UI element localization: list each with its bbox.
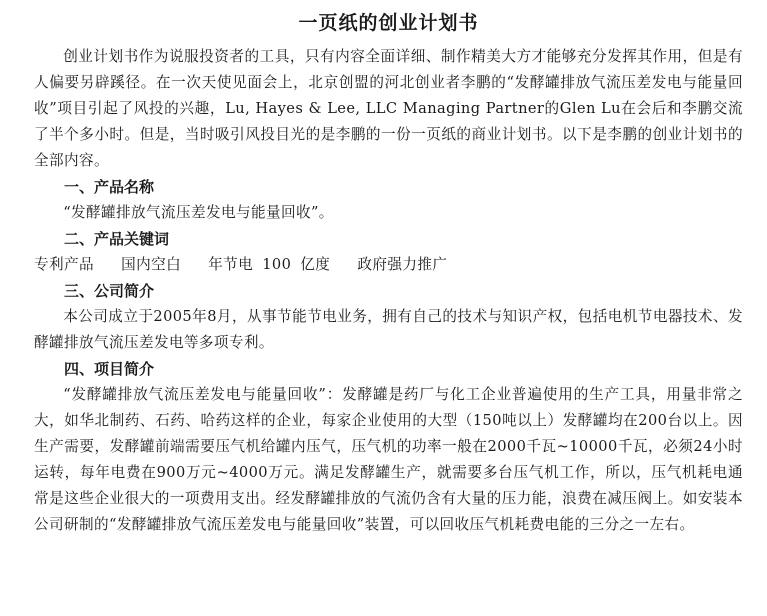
section-heading-product-name: 一、产品名称 bbox=[64, 178, 155, 196]
section-body-keywords: 专利产品 国内空白 年节电 100 亿度 政府强力推广 bbox=[34, 256, 448, 273]
intro-paragraph: 创业计划书作为说服投资者的工具，只有内容全面详细、制作精美大方才能够充分发挥其作用，但是有人偏要另辟蹊径。在一次天使见面会上，北京创盟的河北创业者李鹏的“发酵罐排放气流压差发电与能量回收”项目引起了风投的兴趣，Lu, Hayes & Lee, LLC Managing Partner的Glen Lu在会后和李鹏交流了半个多小时。但是，当时吸引风投目光的是李鹏的一份一页纸的商业计划书。以下是李鹏的创业计划书的全部内容。 bbox=[34, 48, 743, 169]
section-heading-project: 四、项目简介 bbox=[64, 360, 155, 378]
section-body-company: 本公司成立于2005年8月，从事节能节电业务，拥有自己的技术与知识产权，包括电机节电器技术、发酵罐排放气流压差发电等多项专利。 bbox=[34, 308, 743, 351]
section-body-product-name: “发酵罐排放气流压差发电与能量回收”。 bbox=[63, 204, 334, 221]
section-heading-company: 三、公司简介 bbox=[64, 282, 155, 300]
section-body-project: “发酵罐排放气流压差发电与能量回收”：发酵罐是药厂与化工企业普遍使用的生产工具，用量非常之大，如华北制药、石药、哈药这样的企业，每家企业使用的大型（150吨以上）发酵罐均在200台以上。因生产需要，发酵罐前端需要压气机给罐内压气，压气机的功率一般在2000千瓦~10000千瓦，必须24小时运转，每年电费在900万元~4000万元。满足发酵罐生产，就需要多台压气机工作，所以，压气机耗电通常是这些企业很大的一项费用支出。经发酵罐排放的气流仍含有大量的压力能，浪费在减压阀上。如安装本公司研制的“发酵罐排放气流压差发电与能量回收”装置，可以回收压气机耗费电能的三分之一左右。 bbox=[34, 386, 743, 533]
page-title: 一页纸的创业计划书 bbox=[298, 12, 479, 34]
section-heading-keywords: 二、产品关键词 bbox=[64, 230, 170, 248]
